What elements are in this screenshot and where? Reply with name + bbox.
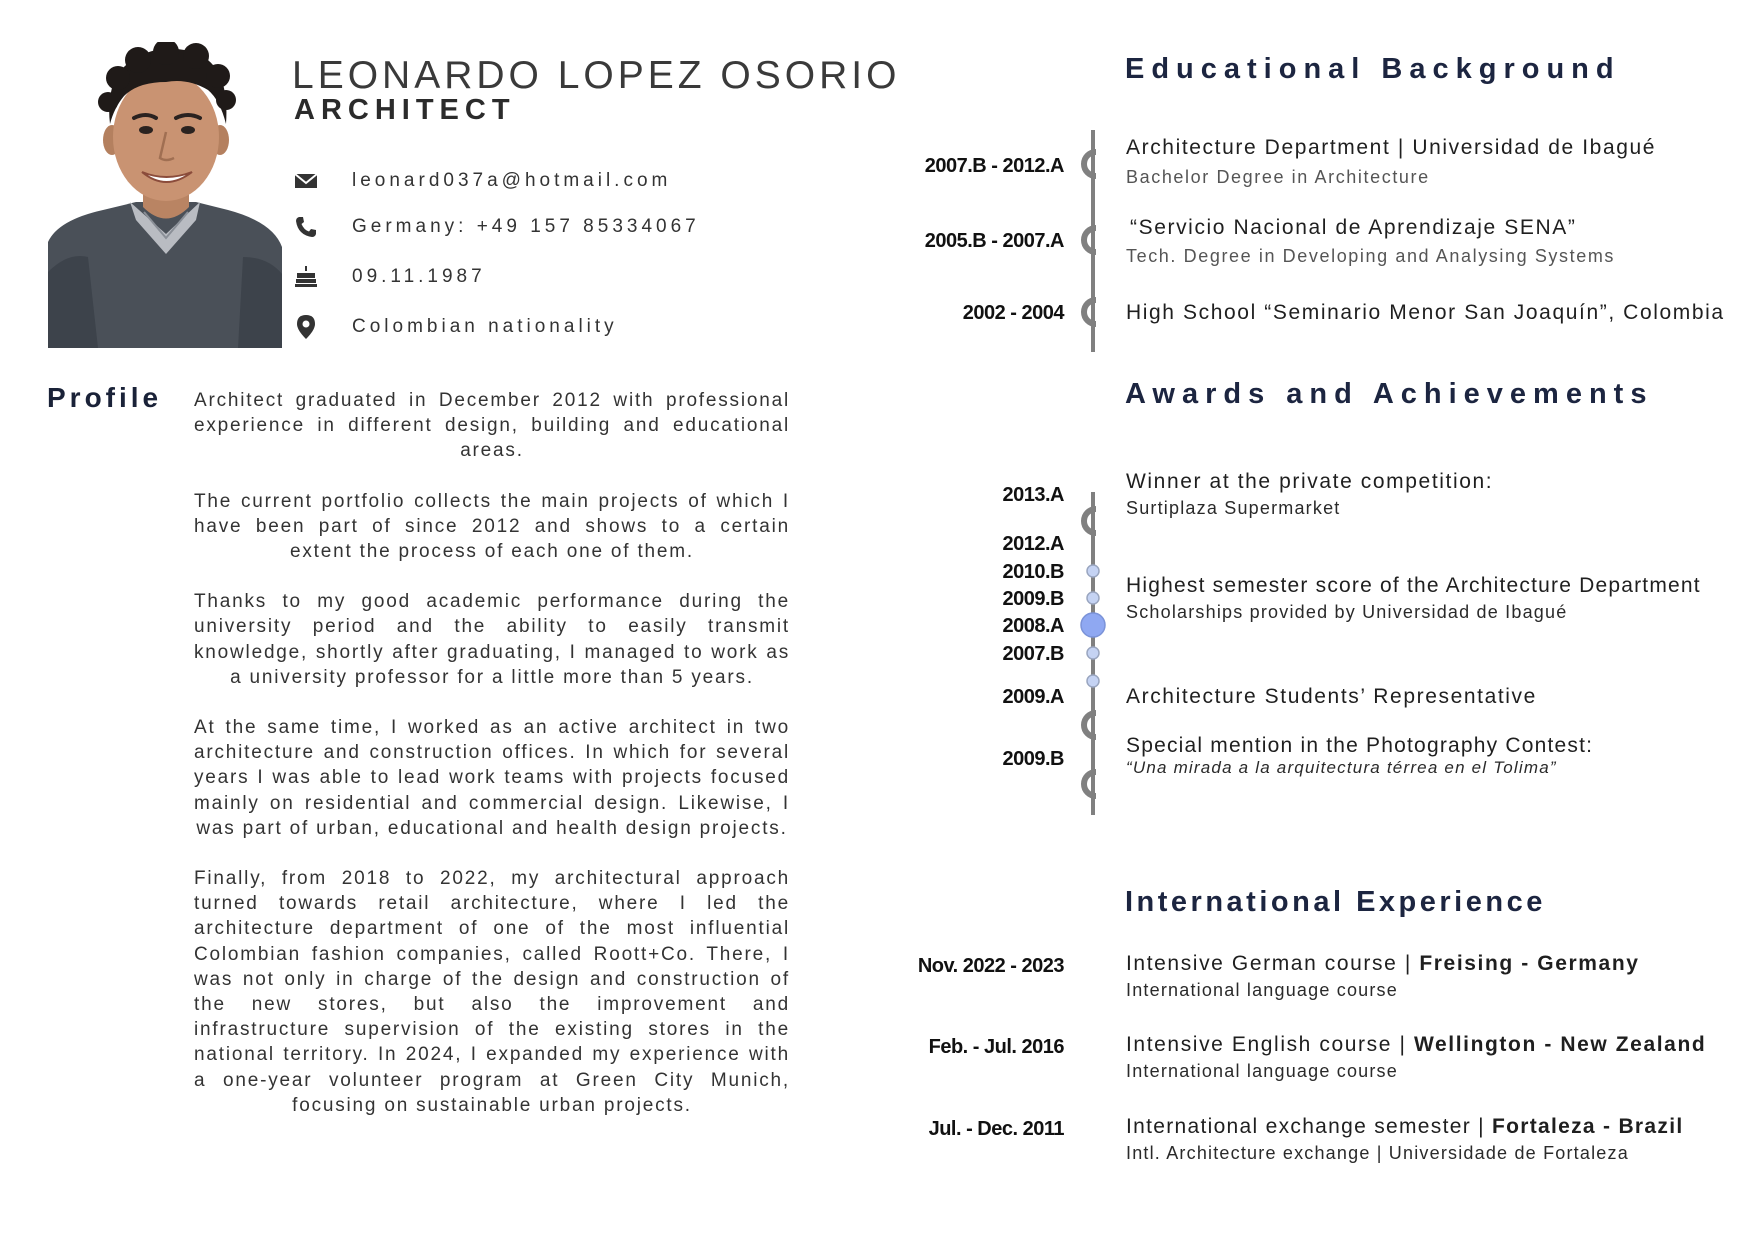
award-title: Highest semester score of the Architecture Department [1126, 574, 1701, 597]
profile-paragraph: Thanks to my good academic performance during the university period and the ability to easily transmit knowledge, shortly after graduating, I managed to work as a university professor for a little more than 5 years. [194, 591, 790, 688]
education-heading: Educational Background [1125, 53, 1621, 85]
profile-paragraph: The current portfolio collects the main projects of which I have been part of since 2012 and shows to a certain extent the process of each one of them. [194, 490, 790, 563]
award-date: 2007.B [1002, 643, 1064, 665]
international-heading: International Experience [1125, 886, 1546, 918]
education-title: High School “Seminario Menor San Joaquín”, Colombia [1126, 301, 1725, 324]
international-title [1126, 952, 1640, 976]
award-subtitle: “Una mirada a la arquitectura térrea en el Tolima” [1126, 758, 1557, 777]
award-dot-active [1081, 613, 1105, 637]
contact-phone-text: Germany: +49 157 85334067 [352, 216, 700, 237]
education-date: 2007.B - 2012.A [924, 155, 1064, 177]
profile-paragraph: Finally, from 2018 to 2022, my architectural approach turned towards retail architecture, where I led the architecture department of one of the most influential Colombian fashion companies, called Roott+Co. There, I was not only in charge of the design and construction of the new stores, but also the improvement and infrastructure supervision of the existing stores in the national territory. In 2024, I expanded my experience with a one-year volunteer program at Green City Munich, focusing on sustainable urban projects. [194, 868, 790, 1116]
education-date: 2005.B - 2007.A [924, 230, 1064, 252]
international-date: Jul. - Dec. 2011 [928, 1118, 1064, 1140]
contact-email-text: leonard037a@hotmail.com [352, 170, 672, 191]
contact-birthdate-text: 09.11.1987 [352, 266, 486, 287]
award-subtitle: Scholarships provided by Universidad de Ibagué [1126, 602, 1568, 622]
profile-paragraph: Architect graduated in December 2012 with professional experience in different design, building and educational areas. [194, 390, 790, 462]
award-title: Special mention in the Photography Contest: [1126, 734, 1594, 757]
international-title [1126, 1033, 1706, 1057]
award-date: 2009.A [1002, 686, 1064, 708]
international-date: Feb. - Jul. 2016 [928, 1036, 1064, 1058]
award-date: 2009.B [1002, 588, 1064, 610]
education-title: Architecture Department | Universidad de Ibagué [1126, 136, 1657, 159]
contact-nationality-text: Colombian nationality [352, 316, 618, 337]
education-subtitle: Bachelor Degree in Architecture [1126, 167, 1430, 187]
international-place: Freising - Germany [1419, 952, 1640, 975]
award-subtitle: Surtiplaza Supermarket [1126, 498, 1341, 518]
award-date: 2010.B [1002, 561, 1064, 583]
international-title [1126, 1115, 1683, 1139]
job-title: ARCHITECT [294, 94, 516, 126]
international-subtitle: International language course [1126, 980, 1398, 1000]
award-date: 2008.A [1002, 615, 1064, 637]
person-name: LEONARDO LOPEZ OSORIO [292, 54, 901, 97]
award-title: Architecture Students’ Representative [1126, 685, 1537, 708]
international-subtitle: International language course [1126, 1061, 1398, 1081]
award-date: 2009.B [1002, 748, 1064, 770]
education-title: “Servicio Nacional de Aprendizaje SENA” [1130, 216, 1577, 239]
international-date: Nov. 2022 - 2023 [917, 955, 1064, 977]
award-date: 2013.A [1002, 484, 1064, 506]
award-dot [1087, 647, 1099, 659]
international-subtitle: Intl. Architecture exchange | Universidade de Fortaleza [1126, 1143, 1629, 1163]
award-dot [1087, 675, 1099, 687]
award-title: Winner at the private competition: [1126, 470, 1494, 493]
education-date: 2002 - 2004 [962, 302, 1064, 324]
international-place: Fortaleza - Brazil [1492, 1115, 1684, 1138]
international-course: Intensive English course | [1126, 1033, 1414, 1056]
awards-heading: Awards and Achievements [1125, 378, 1654, 410]
profile-paragraph: At the same time, I worked as an active architect in two architecture and construction offices. In which for several years I was able to lead work teams with projects focused mainly on residential and commercial design. Likewise, I was part of urban, educational and health design projects. [194, 717, 790, 839]
award-dot [1087, 565, 1099, 577]
international-course: Intensive German course | [1126, 952, 1420, 975]
international-place: Wellington - New Zealand [1413, 1033, 1707, 1056]
award-date: 2012.A [1002, 533, 1064, 555]
education-subtitle: Tech. Degree in Developing and Analysing Systems [1126, 246, 1616, 266]
award-dot [1087, 592, 1099, 604]
international-course: International exchange semester | [1126, 1115, 1493, 1138]
profile-heading: Profile [47, 382, 163, 413]
